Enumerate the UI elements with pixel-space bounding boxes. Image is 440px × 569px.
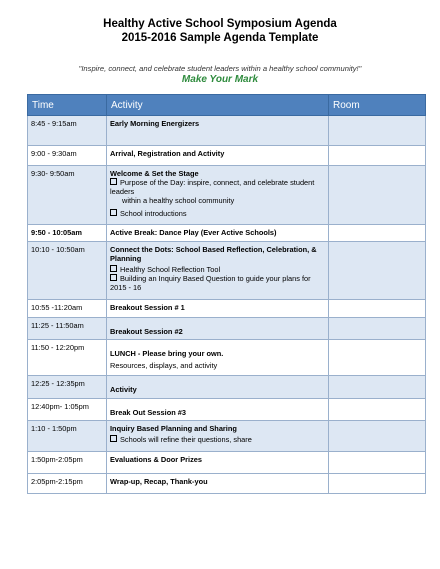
activity-cell — [107, 116, 329, 146]
time-cell: 11:50 - 12:20pm — [28, 340, 107, 376]
time-cell: 1:10 - 1:50pm — [28, 421, 107, 452]
room-cell — [329, 399, 426, 421]
bullet-text: Building an Inquiry Based Question to guide your plans for 2015 - 16 — [110, 274, 311, 292]
checkbox-bullet-icon — [110, 178, 117, 185]
time-cell: 10:55 -11:20am — [28, 300, 107, 318]
activity-cell — [107, 166, 329, 225]
column-header-room: Room — [329, 95, 426, 116]
activity-title: Welcome & Set the Stage — [110, 169, 199, 178]
time-cell: 12:40pm- 1:05pm — [28, 399, 107, 421]
document-title — [0, 17, 440, 45]
activity-bullet — [110, 209, 325, 218]
room-cell — [329, 300, 426, 318]
checkbox-bullet-icon — [110, 209, 117, 216]
room-cell — [329, 474, 426, 494]
table-row — [28, 340, 426, 376]
activity-bullet — [110, 435, 325, 444]
bullet-text: Schools will refine their questions, share — [120, 435, 252, 444]
time-cell: 12:25 - 12:35pm — [28, 376, 107, 399]
time-cell: 9:30- 9:50am — [28, 166, 107, 225]
activity-cell — [107, 474, 329, 494]
bullet-text: School introductions — [120, 209, 187, 218]
activity-cell — [107, 318, 329, 340]
time-cell: 9:50 - 10:05am — [28, 225, 107, 242]
activity-bullet — [110, 178, 325, 196]
activity-title: Arrival, Registration and Activity — [110, 149, 225, 158]
time-cell: 8:45 - 9:15am — [28, 116, 107, 146]
time-cell: 2:05pm-2:15pm — [28, 474, 107, 494]
room-cell — [329, 146, 426, 166]
activity-title: Break Out Session #3 — [110, 408, 186, 417]
table-row — [28, 318, 426, 340]
activity-bullet — [110, 265, 325, 274]
activity-title: Inquiry Based Planning and Sharing — [110, 424, 237, 433]
bullet-text: Purpose of the Day: inspire, connect, and celebrate student leaders — [110, 178, 315, 196]
activity-title: LUNCH - Please bring your own. — [110, 349, 224, 358]
table-row — [28, 146, 426, 166]
room-cell — [329, 116, 426, 146]
table-row — [28, 166, 426, 225]
checkbox-bullet-icon — [110, 274, 117, 281]
activity-cell — [107, 399, 329, 421]
table-row — [28, 300, 426, 318]
activity-title: Activity — [110, 385, 137, 394]
title-line-1: Healthy Active School Symposium Agenda — [103, 18, 337, 30]
time-cell: 9:00 - 9:30am — [28, 146, 107, 166]
activity-cell — [107, 421, 329, 452]
room-cell — [329, 340, 426, 376]
table-row — [28, 116, 426, 146]
room-cell — [329, 318, 426, 340]
table-row — [28, 242, 426, 300]
activity-note: Resources, displays, and activity — [110, 361, 218, 370]
activity-cell — [107, 146, 329, 166]
activity-title: Active Break: Dance Play (Ever Active Schools) — [110, 228, 277, 237]
table-row — [28, 225, 426, 242]
table-row — [28, 399, 426, 421]
activity-cell — [107, 225, 329, 242]
time-cell: 10:10 - 10:50am — [28, 242, 107, 300]
activity-title: Early Morning Energizers — [110, 119, 200, 128]
activity-cell — [107, 340, 329, 376]
table-row — [28, 376, 426, 399]
bullet-text: Healthy School Reflection Tool — [120, 265, 221, 274]
table-row — [28, 452, 426, 474]
room-cell — [329, 242, 426, 300]
activity-cell — [107, 300, 329, 318]
time-cell: 11:25 - 11:50am — [28, 318, 107, 340]
time-cell: 1:50pm-2:05pm — [28, 452, 107, 474]
activity-title: Connect the Dots: School Based Reflection, Celebration, & Planning — [110, 245, 317, 263]
table-row — [28, 474, 426, 494]
activity-bullet — [110, 274, 325, 292]
activity-cell — [107, 242, 329, 300]
table-row — [28, 421, 426, 452]
column-header-time: Time — [28, 95, 107, 116]
room-cell — [329, 166, 426, 225]
activity-title: Breakout Session #2 — [110, 327, 183, 336]
activity-cell — [107, 452, 329, 474]
activity-cell — [107, 376, 329, 399]
room-cell — [329, 421, 426, 452]
activity-title: Breakout Session # 1 — [110, 303, 185, 312]
checkbox-bullet-icon — [110, 265, 117, 272]
motto-quote: "Inspire, connect, and celebrate student leaders within a healthy school community!" — [78, 64, 362, 73]
tagline: Make Your Mark — [181, 74, 259, 85]
activity-title: Wrap-up, Recap, Thank-you — [110, 477, 208, 486]
room-cell — [329, 376, 426, 399]
room-cell — [329, 225, 426, 242]
bullet-continuation: within a healthy school community — [122, 196, 235, 205]
title-line-2: 2015-2016 Sample Agenda Template — [121, 32, 319, 44]
checkbox-bullet-icon — [110, 435, 117, 442]
column-header-activity: Activity — [107, 95, 329, 116]
room-cell — [329, 452, 426, 474]
agenda-table — [27, 94, 426, 494]
activity-title: Evaluations & Door Prizes — [110, 455, 202, 464]
table-header-row — [28, 95, 426, 116]
